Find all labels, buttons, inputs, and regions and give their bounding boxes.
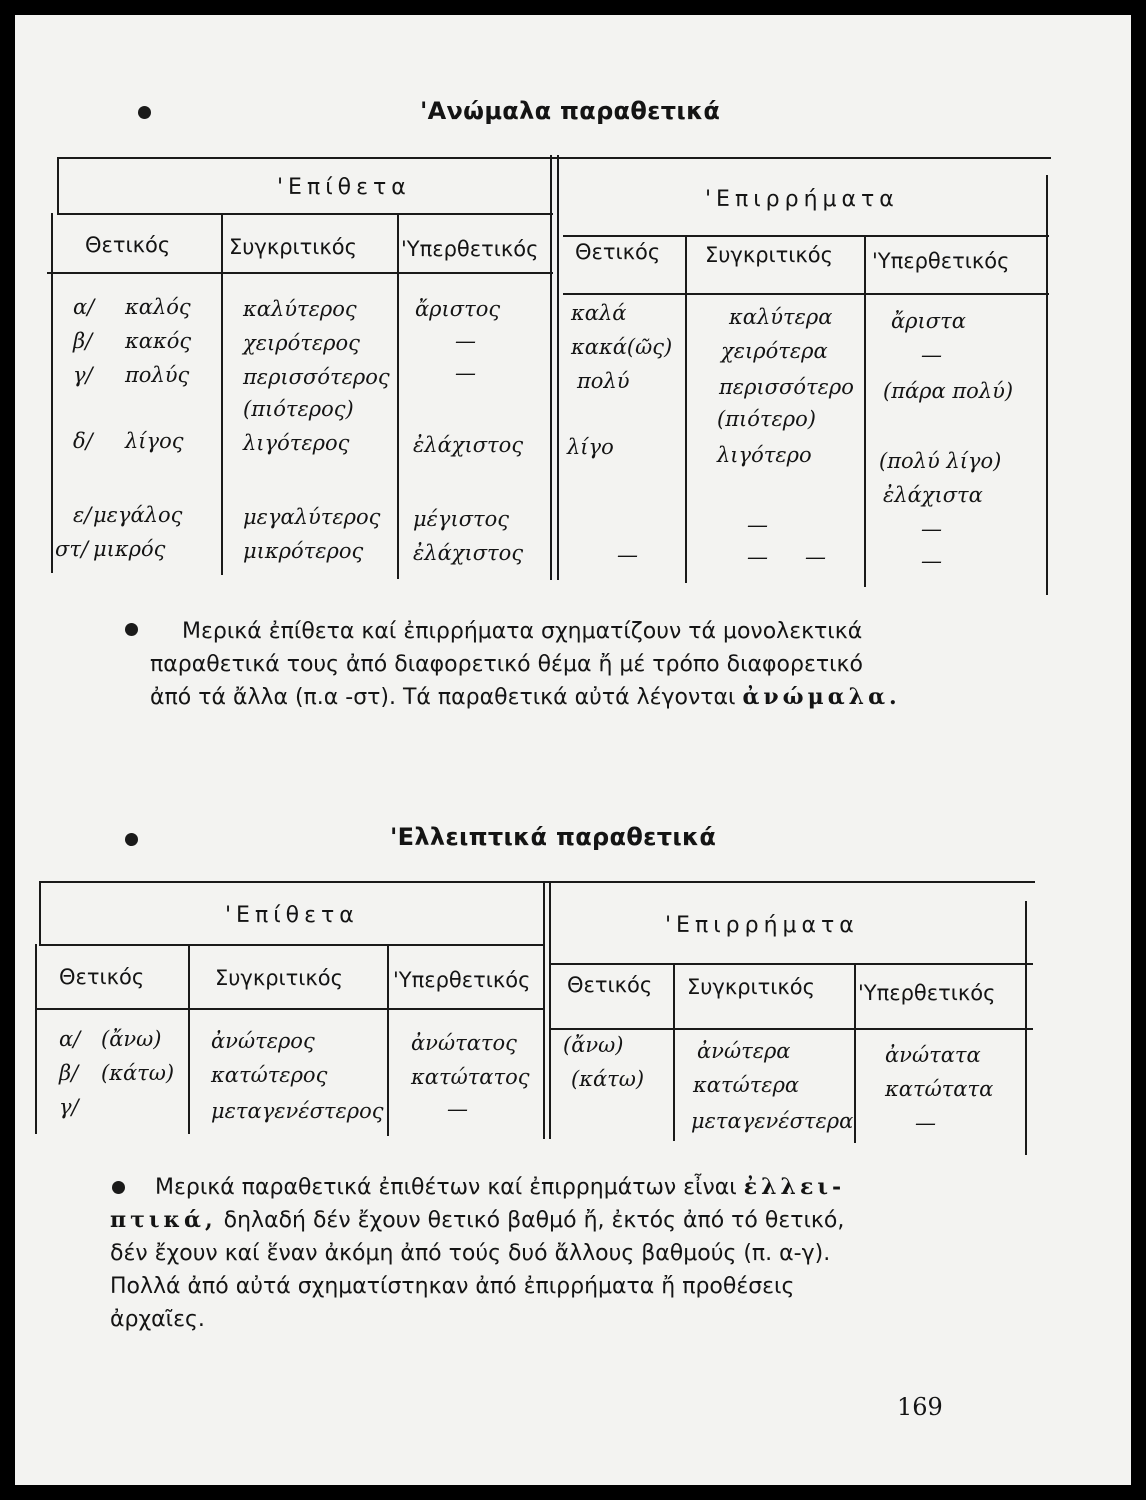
bullet-icon (125, 833, 138, 846)
table-cell: ἀνώτατος (411, 1031, 517, 1055)
column-header: Συγκριτικός (705, 243, 833, 267)
table-cell: (πολύ λίγο) (879, 449, 1002, 473)
group-adverbs-header: 'Επιρρήματα (705, 187, 899, 212)
table-cell: (πιότερο) (717, 407, 816, 431)
bullet-icon (125, 623, 138, 636)
page-number: 169 (897, 1393, 943, 1421)
table-cell: (κάτω) (571, 1067, 645, 1091)
column-header: 'Υπερθετικός (858, 981, 996, 1005)
table-cell: μεταγενέστερα (691, 1109, 854, 1133)
table-cell: περισσότερος (243, 365, 390, 389)
column-header: Θετικός (575, 240, 661, 264)
table-cell: (πάρα πολύ) (883, 379, 1014, 403)
table-cell: — (921, 549, 942, 573)
book-page (15, 15, 1131, 1485)
row-label: α/ (73, 295, 95, 319)
table-cell: — (921, 517, 942, 541)
table-cell: κατώτερος (211, 1063, 328, 1087)
column-header: Θετικός (59, 965, 145, 989)
row-label: στ/ (55, 537, 89, 561)
table-cell: — (617, 543, 638, 567)
table-cell: μικρός (93, 537, 166, 561)
table-cell: κακός (125, 329, 192, 353)
emphasis-term: ἀνώμαλα. (742, 684, 901, 710)
table-cell: — (455, 329, 476, 353)
table-cell: ἄριστα (891, 309, 966, 333)
row-label: γ/ (59, 1095, 79, 1119)
table-cell: λιγότερο (717, 443, 812, 467)
table-cell: μεγάλος (93, 503, 183, 527)
table-cell: ἀνώτατα (885, 1043, 981, 1067)
row-label: α/ (59, 1027, 81, 1051)
table-cell: πολύ (577, 369, 630, 393)
table-cell: ἀνώτερα (697, 1039, 791, 1063)
table-cell: καλά (571, 301, 627, 325)
table-cell: κατώτατα (885, 1077, 994, 1101)
table-cell: καλός (125, 295, 191, 319)
table-cell: (κάτω) (101, 1061, 175, 1085)
column-header: 'Υπερθετικός (393, 968, 531, 992)
paragraph-line: Πολλά ἀπό αὐτά σχηματίστηκαν ἀπό ἐπιρρήματα ἤ προθέσεις (110, 1274, 795, 1299)
table-cell: χειρότερος (243, 331, 360, 355)
table-cell: — (921, 343, 942, 367)
section2-title: 'Ελλειπτικά παραθετικά (390, 823, 717, 851)
section1-title: 'Ανώμαλα παραθετικά (420, 97, 721, 125)
column-header: 'Υπερθετικός (872, 249, 1010, 273)
table-cell: κατώτερα (693, 1073, 800, 1097)
column-header: Θετικός (567, 973, 653, 997)
column-header: Συγκριτικός (215, 966, 343, 990)
paragraph-line: ἀρχαῖες. (110, 1307, 205, 1332)
table-cell: — (805, 545, 826, 569)
table-cell: περισσότερο (719, 375, 854, 399)
table-cell: κατώτατος (411, 1065, 530, 1089)
paragraph-line: Μερικά παραθετικά ἐπιθέτων καί ἐπιρρημάτων εἶναι ἐλλει- (155, 1174, 846, 1200)
column-header: Συγκριτικός (229, 235, 357, 259)
table-cell: — (747, 513, 768, 537)
table-cell: μικρότερος (243, 539, 364, 563)
row-label: β/ (73, 329, 93, 353)
row-label: ε/ (73, 503, 92, 527)
table-cell: μεταγενέστερος (211, 1099, 384, 1123)
paragraph-line: ἀπό τά ἄλλα (π.α -στ). Τά παραθετικά αὐτά λέγονται ἀνώμαλα. (150, 684, 901, 710)
row-label: γ/ (73, 363, 93, 387)
emphasis-term: ἐλλει- (743, 1174, 846, 1200)
table-cell: καλύτερα (729, 305, 833, 329)
table-cell: πολύς (125, 363, 190, 387)
table-cell: λίγος (125, 429, 184, 453)
table-cell: (πιότερος) (243, 397, 354, 421)
paragraph-line: Μερικά ἐπίθετα καί ἐπιρρήματα σχηματίζουν τά μονολεκτικά (182, 619, 863, 644)
table-cell: ἀνώτερος (211, 1029, 315, 1053)
bullet-icon (138, 106, 151, 119)
table-cell: ἐλάχιστα (883, 483, 983, 507)
table-cell: — (447, 1097, 468, 1121)
emphasis-term: πτικά, (110, 1207, 217, 1233)
column-header: Θετικός (85, 233, 171, 257)
table-cell: — (915, 1111, 936, 1135)
table-cell: καλύτερος (243, 297, 357, 321)
paragraph-defective (110, 1171, 950, 1336)
table-cell: (ἄνω) (101, 1027, 162, 1051)
paragraph-irregular (150, 615, 960, 714)
table-cell: (ἄνω) (563, 1033, 624, 1057)
table-cell: μεγαλύτερος (243, 505, 381, 529)
paragraph-line: πτικά, δηλαδή δέν ἔχουν θετικό βαθμό ἤ, ἐκτός ἀπό τό θετικό, (110, 1207, 845, 1233)
column-header: Συγκριτικός (687, 975, 815, 999)
table-cell: χειρότερα (721, 339, 828, 363)
table-cell: — (455, 361, 476, 385)
table-cell: μέγιστος (413, 507, 510, 531)
table-cell: — (747, 545, 768, 569)
row-label: β/ (59, 1061, 79, 1085)
table-cell: λίγο (567, 435, 614, 459)
table-cell: ἐλάχιστος (413, 541, 524, 565)
column-header: 'Υπερθετικός (401, 237, 539, 261)
group-adjectives-header: 'Επίθετα (225, 903, 359, 928)
table-cell: λιγότερος (243, 431, 350, 455)
paragraph-line: δέν ἔχουν καί ἕναν ἀκόμη ἀπό τούς δυό ἄλλους βαθμούς (π. α-γ). (110, 1241, 831, 1266)
row-label: δ/ (73, 429, 93, 453)
paragraph-line: παραθετικά τους ἀπό διαφορετικό θέμα ἤ μέ τρόπο διαφορετικό (150, 652, 863, 677)
table-cell: κακά(ῶς) (571, 335, 673, 359)
group-adverbs-header: 'Επιρρήματα (665, 913, 859, 938)
group-adjectives-header: 'Επίθετα (277, 175, 411, 200)
table-cell: ἄριστος (415, 297, 501, 321)
table-cell: ἐλάχιστος (413, 433, 524, 457)
